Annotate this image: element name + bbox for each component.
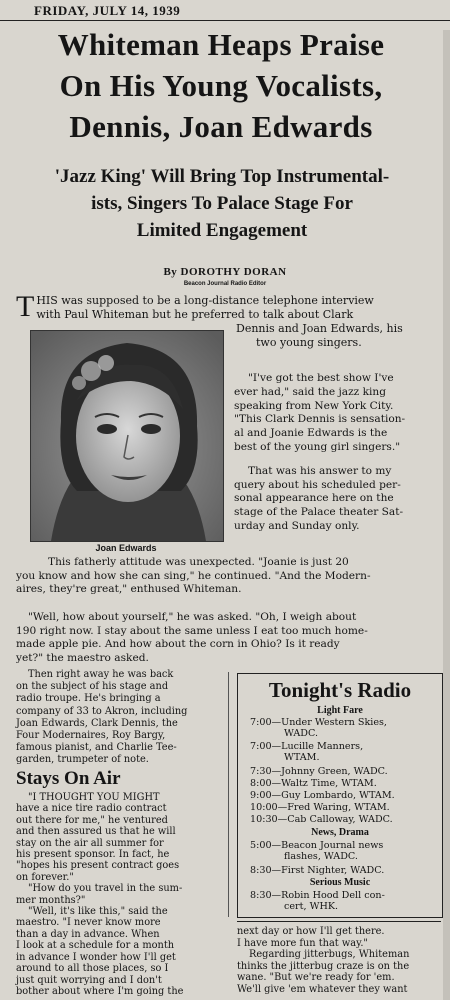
left2-line-4: and then assured us that he will bbox=[16, 826, 176, 838]
left-line-4: company of 33 to Akron, including bbox=[16, 705, 188, 717]
left2-line-13: than a day in advance. When bbox=[16, 928, 160, 940]
headline bbox=[6, 24, 436, 147]
right-line-10: sonal appearance here on the bbox=[234, 492, 394, 505]
wide1-line-2: you know and how she can sing," he continued. "And the Modern- bbox=[16, 569, 371, 582]
left2-line-7: "hopes his present contract goes bbox=[16, 860, 180, 872]
left-line-3: radio troupe. He's bringing a bbox=[16, 693, 161, 705]
left2-line-3: out there for me," he ventured bbox=[16, 814, 168, 826]
drop-cap: T bbox=[16, 290, 35, 323]
headline-line-1: Whiteman Heaps Praise bbox=[57, 27, 385, 62]
left2-line-14: I look at a schedule for a month bbox=[16, 940, 175, 952]
left2-line-1: "I THOUGHT YOU MIGHT bbox=[28, 792, 160, 803]
right-line-5: al and Joanie Edwards is the bbox=[234, 427, 388, 440]
subhead-stays-on-air: Stays On Air bbox=[16, 768, 121, 789]
right-line-9: query about his scheduled per- bbox=[234, 478, 401, 491]
radio-section-serious-music: Serious Music bbox=[309, 877, 371, 888]
left-line-7: famous pianist, and Charlie Tee- bbox=[16, 742, 177, 754]
right-spacer bbox=[234, 455, 405, 465]
rb-line-5: wane. "But we're ready for 'em. bbox=[237, 972, 395, 984]
radio-item: 7:30—Johnny Green, WADC. bbox=[250, 766, 388, 777]
wide2-line-2: 190 right now. I stay about the same unless I eat too much home- bbox=[16, 624, 368, 637]
left2-line-9: "How do you travel in the sum- bbox=[28, 883, 183, 895]
right-line-12: urday and Sunday only. bbox=[234, 519, 360, 532]
byline-title: Beacon Journal Radio Editor bbox=[183, 281, 267, 287]
rb-line-1: next day or how I'll get there. bbox=[237, 926, 385, 937]
wide2-line-4: yet?" the maestro asked. bbox=[16, 651, 149, 664]
radio-item: 8:00—Waltz Time, WTAM. bbox=[250, 778, 377, 789]
right-line-4: "This Clark Dennis is sensation- bbox=[234, 413, 406, 426]
wide1-line-1: This fatherly attitude was unexpected. "Joanie is just 20 bbox=[48, 556, 349, 568]
column-rule bbox=[228, 672, 229, 917]
byline: By DOROTHY DORAN bbox=[163, 266, 287, 278]
right-line-3: speaking from New York City. bbox=[234, 399, 394, 412]
right-line-11: stage of the Palace theater Sat- bbox=[234, 506, 404, 519]
left2-line-12: maestro. "I never know more bbox=[16, 917, 161, 929]
left-line-5: Joan Edwards, Clark Dennis, the bbox=[16, 717, 178, 729]
radio-title: Tonight's Radio bbox=[268, 678, 412, 702]
wide-paragraph-2 bbox=[16, 611, 368, 665]
left2-line-10: mer months?" bbox=[16, 894, 86, 906]
left2-line-6: his present sponsor. In fact, he bbox=[16, 849, 170, 861]
deck-line-2: ists, Singers To Palace Stage For bbox=[91, 193, 353, 214]
intro-line-4: two young singers. bbox=[256, 335, 362, 349]
right-line-8: That was his answer to my bbox=[248, 464, 392, 477]
radio-item: 10:30—Cab Calloway, WADC. bbox=[250, 814, 393, 825]
left2-line-5: stay on the air all summer for bbox=[16, 837, 164, 849]
radio-item: 5:00—Beacon Journal news flashes, WADC. bbox=[250, 840, 384, 862]
intro-paragraph-cont bbox=[236, 322, 403, 349]
headline-line-2: On His Young Vocalists, bbox=[59, 68, 383, 103]
dateline: FRIDAY, JULY 14, 1939 bbox=[34, 3, 181, 18]
left2-line-11: "Well, it's like this," said the bbox=[28, 906, 168, 918]
rb-line-2: I have more fun that way." bbox=[237, 937, 368, 949]
left-column-para bbox=[16, 669, 187, 767]
right-bottom-text bbox=[237, 926, 409, 996]
wide1-line-3: aires, they're great," enthused Whiteman. bbox=[16, 583, 242, 596]
radio-box-bottom-rule bbox=[237, 921, 441, 922]
joan-edwards-photo bbox=[30, 330, 224, 542]
left-line-1: Then right away he was back bbox=[28, 669, 174, 680]
subheadline-deck bbox=[12, 163, 432, 244]
deck-line-3: Limited Engagement bbox=[136, 220, 308, 241]
right-line-6: best of the young girl singers." bbox=[234, 440, 401, 453]
radio-section-light-fare: Light Fare bbox=[317, 705, 363, 716]
left2-line-15: in advance I wonder how I'll get bbox=[16, 951, 176, 963]
rb-line-6: We'll give 'em whatever they want bbox=[237, 983, 408, 995]
top-rule bbox=[0, 20, 450, 21]
radio-section-news-drama: News, Drama bbox=[311, 827, 369, 838]
deck-line-1: 'Jazz King' Will Bring Top Instrumental- bbox=[54, 166, 390, 187]
photo-caption: Joan Edwards bbox=[95, 543, 157, 553]
intro-line-2: with Paul Whiteman but he preferred to talk about Clark bbox=[36, 307, 354, 321]
intro-line-3: Dennis and Joan Edwards, his bbox=[236, 322, 403, 335]
left2-line-2: have a nice tire radio contract bbox=[16, 803, 167, 815]
right-line-1: "I've got the best show I've bbox=[248, 372, 394, 384]
radio-item: 8:30—Robin Hood Dell con- cert, WHK. bbox=[250, 890, 385, 912]
left-line-2: on the subject of his stage and bbox=[16, 681, 169, 693]
tonights-radio-box bbox=[237, 673, 443, 918]
intro-paragraph bbox=[16, 290, 374, 323]
left-column-para-2 bbox=[16, 792, 183, 997]
wide2-line-1: "Well, how about yourself," he was asked. "Oh, I weigh about bbox=[28, 611, 357, 623]
radio-item: 9:00—Guy Lombardo, WTAM. bbox=[250, 790, 395, 801]
wide-paragraph-1 bbox=[16, 556, 371, 597]
left2-line-8: on forever." bbox=[16, 871, 74, 883]
rb-line-3: Regarding jitterbugs, Whiteman bbox=[249, 949, 410, 961]
radio-item: 10:00—Fred Waring, WTAM. bbox=[250, 802, 390, 813]
radio-item: 8:30—First Nighter, WADC. bbox=[250, 865, 385, 876]
left-line-6: Four Modernaires, Roy Bargy, bbox=[16, 730, 166, 742]
wide2-line-3: made apple pie. And how about the corn in Ohio? Is it ready bbox=[16, 638, 340, 651]
left2-line-17: just quit worrying and I don't bbox=[16, 974, 162, 986]
radio-item: 7:00—Lucille Manners, WTAM. bbox=[250, 741, 364, 763]
left2-line-18: bother about where I'm going the bbox=[16, 985, 184, 997]
left2-line-16: around to all those places, so I bbox=[16, 963, 169, 975]
radio-item: 7:00—Under Western Skies, WADC. bbox=[250, 717, 387, 739]
intro-line-1: HIS was supposed to be a long-distance telephone interview bbox=[36, 294, 374, 307]
right-line-2: ever had," said the jazz king bbox=[234, 385, 387, 398]
right-column-text bbox=[234, 372, 405, 534]
page-edge-shadow bbox=[443, 30, 450, 1000]
rb-line-4: thinks the jitterbug craze is on the bbox=[237, 960, 410, 972]
left-line-8: garden, trumpeter of note. bbox=[16, 754, 149, 766]
headline-line-3: Dennis, Joan Edwards bbox=[69, 109, 373, 144]
portrait-illustration bbox=[31, 331, 223, 541]
